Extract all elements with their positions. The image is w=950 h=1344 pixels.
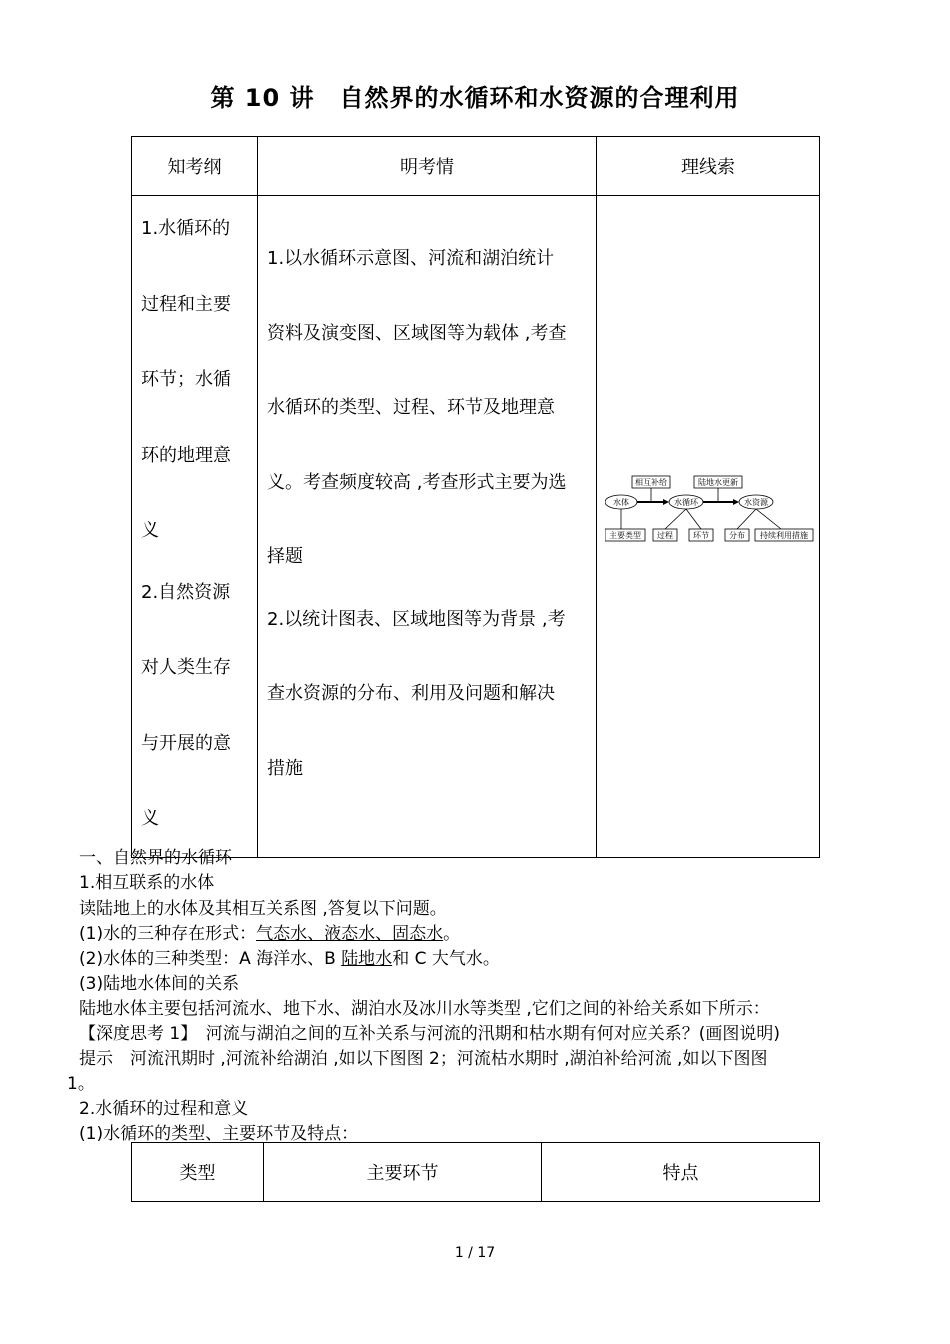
page-title: 第 10 讲 自然界的水循环和水资源的合理利用 bbox=[210, 84, 740, 112]
node-water-cycle-label: 水循环 bbox=[674, 498, 698, 507]
label-process: 过程 bbox=[657, 531, 673, 540]
header-characteristics: 特点 bbox=[542, 1143, 820, 1202]
subheading-water-cycle-process: 2.水循环的过程和意义 bbox=[79, 1099, 249, 1119]
question-text: (2)水体的三种类型：A 海洋水、B bbox=[79, 949, 342, 969]
paragraph-water-body-types bbox=[79, 944, 500, 969]
header-syllabus: 知考纲 bbox=[132, 137, 258, 196]
clue-cell bbox=[597, 196, 820, 858]
paragraph-cycle-types: (1)水循环的类型、主要环节及特点： bbox=[79, 1124, 359, 1144]
concept-map-diagram bbox=[605, 474, 815, 549]
label-links: 环节 bbox=[693, 531, 709, 540]
syllabus-line: 义 bbox=[141, 520, 159, 541]
syllabus-cell bbox=[132, 196, 258, 858]
syllabus-line: 义 bbox=[141, 808, 159, 829]
hint-paragraph: 提示 河流汛期时 ,河流补给湖泊 ,如以下图图 2；河流枯水期时 ,湖泊补给河流 ,如以下图图 bbox=[79, 1049, 768, 1069]
answer-text: 陆地水 bbox=[341, 949, 393, 969]
exam-info-line: 2.以统计图表、区域地图等为背景 ,考 bbox=[267, 608, 566, 630]
node-water-resource-label: 水资源 bbox=[744, 498, 768, 507]
deep-thinking-question: 【深度思考 1】 河流与湖泊之间的互补关系与河流的汛期和枯水期有何对应关系？(画图说明) bbox=[79, 1024, 780, 1044]
paragraph-water-forms bbox=[79, 919, 460, 944]
syllabus-line: 与开展的意 bbox=[141, 732, 231, 754]
exam-info-line: 资料及演变图、区域图等为载体 ,考查 bbox=[267, 322, 567, 344]
exam-info-line: 水循环的类型、过程、环节及地理意 bbox=[267, 397, 555, 418]
label-main-types: 主要类型 bbox=[609, 531, 641, 540]
paragraph-land-water-relation: (3)陆地水体间的关系 bbox=[79, 974, 240, 994]
label-sustainable-use: 持续利用措施 bbox=[760, 531, 808, 540]
question-text-tail: 和 C 大气水。 bbox=[392, 949, 500, 969]
hint-paragraph-continued: 1。 bbox=[67, 1074, 95, 1094]
paragraph-supply-relation: 陆地水体主要包括河流水、地下水、湖泊水及冰川水等类型 ,它们之间的补给关系如下所示： bbox=[79, 999, 770, 1019]
cycle-types-table bbox=[131, 1142, 820, 1202]
header-clue: 理线索 bbox=[597, 137, 820, 196]
answer-text: 气态水、液态水、固态水 bbox=[256, 924, 444, 944]
page-number: 1 / 17 bbox=[454, 1245, 496, 1261]
exam-info-line: 择题 bbox=[267, 546, 303, 567]
overview-table bbox=[131, 136, 820, 858]
node-water-body-label: 水体 bbox=[613, 498, 629, 507]
syllabus-line: 环节；水循 bbox=[141, 369, 231, 390]
exam-info-line: 义。考查频度较高 ,考查形式主要为选 bbox=[267, 471, 567, 493]
section-heading-water-cycle: 一、自然界的水循环 bbox=[79, 848, 232, 868]
label-renewal: 陆地水更新 bbox=[698, 478, 738, 487]
paragraph-read-figure: 读陆地上的水体及其相互关系图 ,答复以下问题。 bbox=[79, 899, 447, 919]
exam-info-cell bbox=[258, 196, 597, 858]
header-exam-info: 明考情 bbox=[258, 137, 597, 196]
label-mutual-supply: 相互补给 bbox=[635, 478, 667, 487]
exam-info-line: 查水资源的分布、利用及问题和解决 bbox=[267, 683, 555, 704]
subheading-water-bodies: 1.相互联系的水体 bbox=[79, 873, 215, 893]
header-main-links: 主要环节 bbox=[264, 1143, 542, 1202]
punctuation: 。 bbox=[443, 924, 461, 944]
syllabus-line: 1.水循环的 bbox=[141, 218, 231, 239]
header-type: 类型 bbox=[132, 1143, 264, 1202]
syllabus-line: 环的地理意 bbox=[141, 444, 231, 466]
question-text: (1)水的三种存在形式： bbox=[79, 924, 257, 944]
exam-info-line: 措施 bbox=[267, 757, 303, 779]
label-distribution: 分布 bbox=[729, 531, 745, 540]
exam-info-line: 1.以水循环示意图、河流和湖泊统计 bbox=[267, 248, 555, 269]
syllabus-line: 对人类生存 bbox=[141, 657, 231, 678]
syllabus-line: 过程和主要 bbox=[141, 293, 231, 315]
syllabus-line: 2.自然资源 bbox=[141, 581, 231, 603]
